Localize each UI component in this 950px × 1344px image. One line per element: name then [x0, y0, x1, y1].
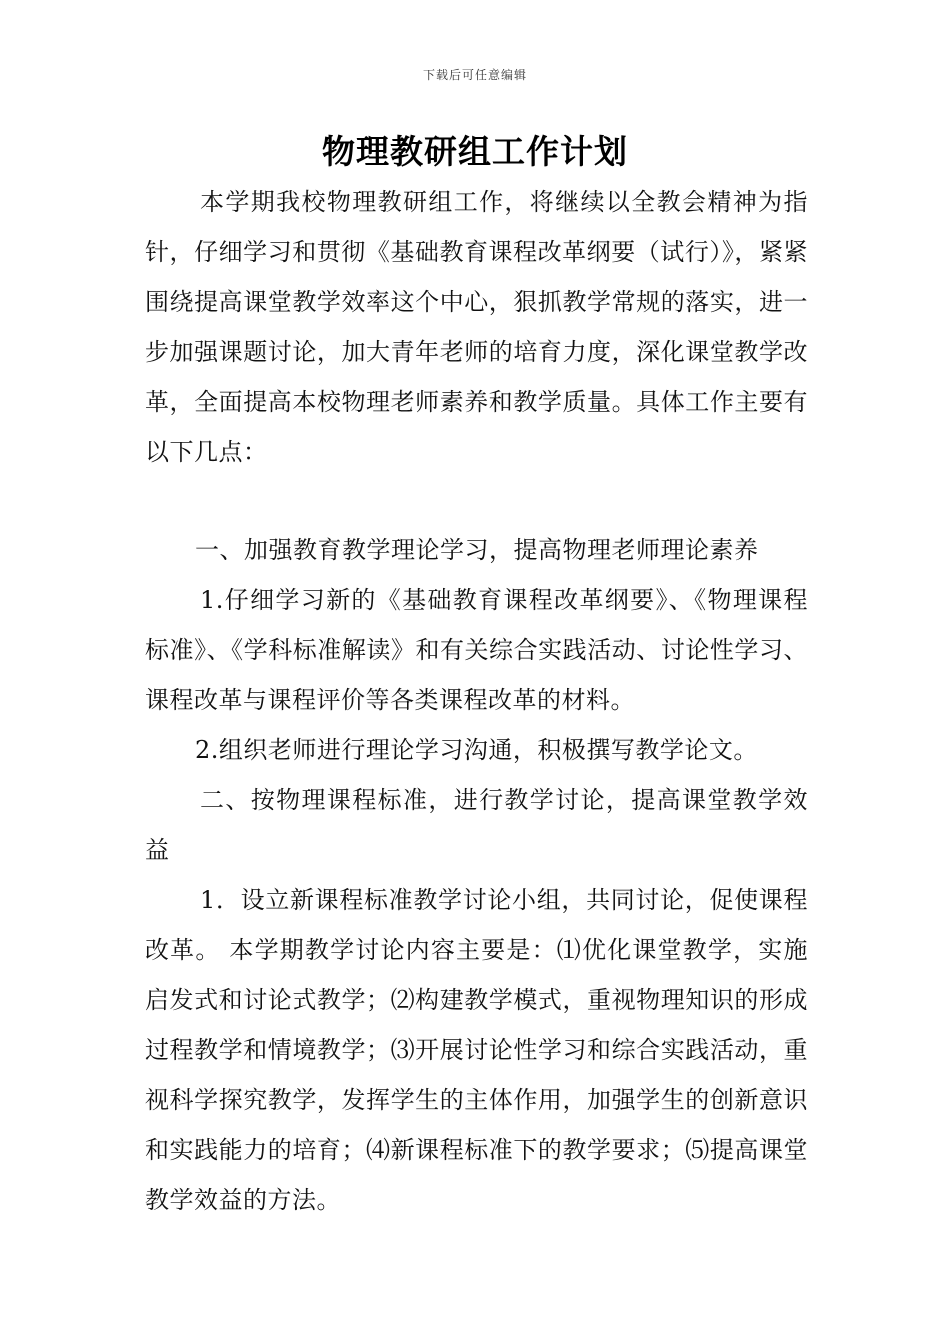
- section-1-heading: 一、加强教育教学理论学习，提高物理老师理论素养: [195, 536, 759, 564]
- section-1-item-2: 2.组织老师进行理论学习沟通，积极撰写教学论文。: [195, 736, 758, 764]
- section-2-item-1: 1．设立新课程标准教学讨论小组，共同讨论，促使课程改革。 本学期教学讨论内容主要是：⑴优化课堂教学，实施启发式和讨论式教学；⑵构建教学模式，重视物理知识的形成过程教学和情境教学；⑶开展讨论性学习和综合实践活动，重视科学探究教学，发挥学生的主体作用，加强学生的创新意识和实践能力的培育；⑷新课程标准下的教学要求；⑸提高课堂教学效益的方法。: [145, 886, 808, 1214]
- section-2-heading: 二、按物理课程标准，进行教学讨论，提高课堂教学效益: [145, 786, 808, 864]
- header-note: 下载后可任意编辑: [422, 68, 527, 82]
- document-title: 物理教研组工作计划: [322, 132, 628, 171]
- intro-paragraph: 本学期我校物理教研组工作，将继续以全教会精神为指针，仔细学习和贯彻《基础教育课程改革纲要（试行）》，紧紧围绕提高课堂教学效率这个中心，狠抓教学常规的落实，进一步加强课题讨论，加大青年老师的培育力度，深化课堂教学改革，全面提高本校物理老师素养和教学质量。具体工作主要有以下几点：: [145, 188, 808, 466]
- section-1-item-1: 1.仔细学习新的《基础教育课程改革纲要》、《物理课程标准》、《学科标准解读》和有关综合实践活动、讨论性学习、课程改革与课程评价等各类课程改革的材料。: [145, 586, 808, 714]
